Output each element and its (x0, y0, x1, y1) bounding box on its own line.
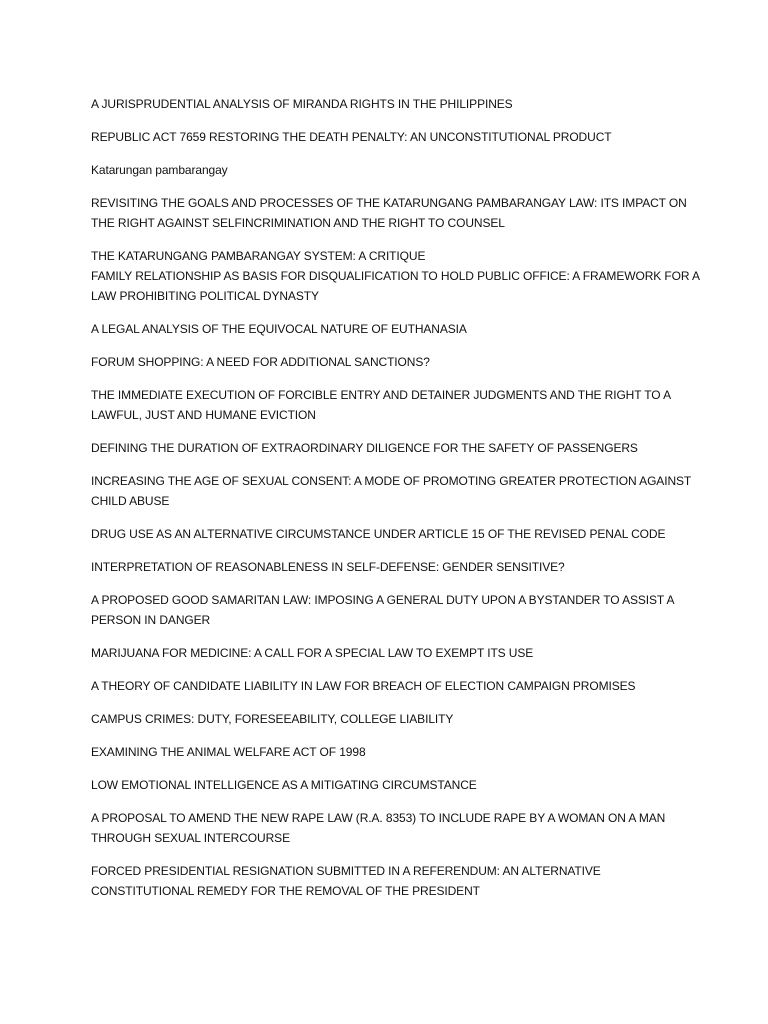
title-line: INCREASING THE AGE OF SEXUAL CONSENT: A MODE OF PROMOTING GREATER PROTECTION AGAINST (91, 474, 692, 488)
title-line: THE RIGHT AGAINST SELFINCRIMINATION AND THE RIGHT TO COUNSEL (91, 216, 505, 230)
title-self-defense (91, 557, 691, 577)
title-katarungan-pambarangay (91, 160, 691, 180)
title-line: DRUG USE AS AN ALTERNATIVE CIRCUMSTANCE UNDER ARTICLE 15 OF THE REVISED PENAL CODE (91, 527, 666, 541)
title-miranda-rights (91, 94, 691, 114)
title-line: EXAMINING THE ANIMAL WELFARE ACT OF 1998 (91, 745, 366, 759)
title-line: MARIJUANA FOR MEDICINE: A CALL FOR A SPECIAL LAW TO EXEMPT ITS USE (91, 646, 534, 660)
title-line: A JURISPRUDENTIAL ANALYSIS OF MIRANDA RIGHTS IN THE PHILIPPINES (91, 97, 513, 111)
title-line: PERSON IN DANGER (91, 613, 211, 627)
title-marijuana (91, 643, 691, 663)
title-line: CAMPUS CRIMES: DUTY, FORESEEABILITY, COLLEGE LIABILITY (91, 712, 454, 726)
title-kp-system-critique (91, 246, 691, 266)
title-forum-shopping (91, 352, 691, 372)
title-line: Katarungan pambarangay (91, 163, 228, 177)
title-presidential-resignation (91, 861, 691, 901)
title-drug-use (91, 524, 691, 544)
document-page (91, 94, 700, 914)
title-line: THE KATARUNGANG PAMBARANGAY SYSTEM: A CRITIQUE (91, 249, 426, 263)
title-rape-law (91, 808, 691, 848)
title-line: FORUM SHOPPING: A NEED FOR ADDITIONAL SANCTIONS? (91, 355, 430, 369)
title-candidate-liability (91, 676, 691, 696)
title-animal-welfare (91, 742, 691, 762)
title-line: LAW PROHIBITING POLITICAL DYNASTY (91, 289, 319, 303)
title-line: LAWFUL, JUST AND HUMANE EVICTION (91, 408, 316, 422)
title-ra-7659 (91, 127, 691, 147)
title-line: CHILD ABUSE (91, 494, 170, 508)
title-line: FAMILY RELATIONSHIP AS BASIS FOR DISQUALIFICATION TO HOLD PUBLIC OFFICE: A FRAMEWORK FOR A (91, 269, 700, 283)
title-line: A PROPOSED GOOD SAMARITAN LAW: IMPOSING A GENERAL DUTY UPON A BYSTANDER TO ASSIST A (91, 593, 675, 607)
title-line: A LEGAL ANALYSIS OF THE EQUIVOCAL NATURE OF EUTHANASIA (91, 322, 467, 336)
title-age-of-consent (91, 471, 691, 511)
title-line: REPUBLIC ACT 7659 RESTORING THE DEATH PENALTY: AN UNCONSTITUTIONAL PRODUCT (91, 130, 612, 144)
title-line: A THEORY OF CANDIDATE LIABILITY IN LAW FOR BREACH OF ELECTION CAMPAIGN PROMISES (91, 679, 636, 693)
title-line: THROUGH SEXUAL INTERCOURSE (91, 831, 290, 845)
title-line: CONSTITUTIONAL REMEDY FOR THE REMOVAL OF THE PRESIDENT (91, 884, 480, 898)
title-line: INTERPRETATION OF REASONABLENESS IN SELF-DEFENSE: GENDER SENSITIVE? (91, 560, 565, 574)
title-forcible-entry (91, 385, 691, 425)
title-good-samaritan (91, 590, 691, 630)
title-line: LOW EMOTIONAL INTELLIGENCE AS A MITIGATING CIRCUMSTANCE (91, 778, 477, 792)
title-extraordinary-diligence (91, 438, 691, 458)
title-line: DEFINING THE DURATION OF EXTRAORDINARY DILIGENCE FOR THE SAFETY OF PASSENGERS (91, 441, 638, 455)
title-emotional-intelligence (91, 775, 691, 795)
title-line: A PROPOSAL TO AMEND THE NEW RAPE LAW (R.A. 8353) TO INCLUDE RAPE BY A WOMAN ON A MAN (91, 811, 666, 825)
title-revisiting-goals (91, 193, 691, 233)
title-line: REVISITING THE GOALS AND PROCESSES OF THE KATARUNGANG PAMBARANGAY LAW: ITS IMPACT ON (91, 196, 687, 210)
title-euthanasia (91, 319, 691, 339)
title-line: FORCED PRESIDENTIAL RESIGNATION SUBMITTED IN A REFERENDUM: AN ALTERNATIVE (91, 864, 601, 878)
title-campus-crimes (91, 709, 691, 729)
title-family-relationship (91, 266, 700, 306)
title-line: THE IMMEDIATE EXECUTION OF FORCIBLE ENTRY AND DETAINER JUDGMENTS AND THE RIGHT TO A (91, 388, 672, 402)
